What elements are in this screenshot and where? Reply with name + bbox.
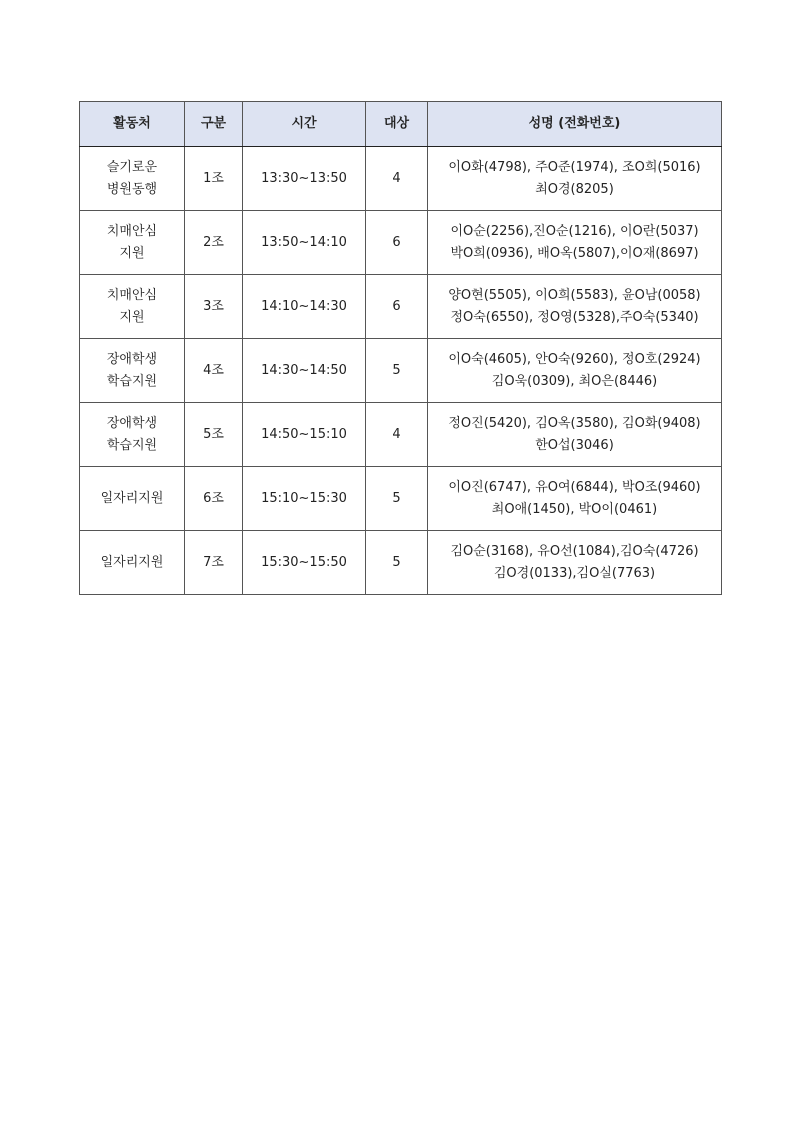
cell-count: 5 (366, 467, 428, 531)
cell-time: 14:10~14:30 (243, 275, 366, 339)
cell-count: 4 (366, 147, 428, 211)
table-row (80, 339, 722, 403)
cell-names: 양O현(5505), 이O희(5583), 윤O남(0058) 정O숙(6550), 정O영(5328),주O숙(5340) (428, 275, 722, 339)
cell-time: 13:50~14:10 (243, 211, 366, 275)
cell-group: 2조 (185, 211, 243, 275)
cell-group: 5조 (185, 403, 243, 467)
table-row (80, 531, 722, 595)
header-place: 활동처 (80, 102, 185, 147)
volunteer-schedule-table (79, 101, 722, 595)
header-names: 성명 (전화번호) (428, 102, 722, 147)
cell-names: 이O순(2256),진O순(1216), 이O란(5037) 박O희(0936), 배O옥(5807),이O재(8697) (428, 211, 722, 275)
cell-time: 15:30~15:50 (243, 531, 366, 595)
cell-time: 15:10~15:30 (243, 467, 366, 531)
cell-count: 5 (366, 339, 428, 403)
cell-group: 6조 (185, 467, 243, 531)
table-row (80, 403, 722, 467)
cell-names: 정O진(5420), 김O옥(3580), 김O화(9408) 한O섭(3046) (428, 403, 722, 467)
table-row (80, 211, 722, 275)
cell-time: 13:30~13:50 (243, 147, 366, 211)
table-row (80, 147, 722, 211)
cell-group: 4조 (185, 339, 243, 403)
table-header-row (80, 102, 722, 147)
cell-group: 3조 (185, 275, 243, 339)
header-count: 대상 (366, 102, 428, 147)
header-time: 시간 (243, 102, 366, 147)
cell-count: 6 (366, 211, 428, 275)
cell-place: 장애학생 학습지원 (80, 339, 185, 403)
cell-group: 1조 (185, 147, 243, 211)
cell-place: 치매안심 지원 (80, 211, 185, 275)
cell-names: 김O순(3168), 유O선(1084),김O숙(4726) 김O경(0133),김O실(7763) (428, 531, 722, 595)
cell-place: 슬기로운 병원동행 (80, 147, 185, 211)
header-group: 구분 (185, 102, 243, 147)
cell-count: 4 (366, 403, 428, 467)
cell-group: 7조 (185, 531, 243, 595)
cell-count: 5 (366, 531, 428, 595)
cell-time: 14:30~14:50 (243, 339, 366, 403)
cell-time: 14:50~15:10 (243, 403, 366, 467)
cell-place: 일자리지원 (80, 531, 185, 595)
cell-names: 이O화(4798), 주O준(1974), 조O희(5016) 최O경(8205) (428, 147, 722, 211)
cell-place: 치매안심 지원 (80, 275, 185, 339)
cell-place: 장애학생 학습지원 (80, 403, 185, 467)
cell-count: 6 (366, 275, 428, 339)
table-row (80, 467, 722, 531)
cell-names: 이O숙(4605), 안O숙(9260), 정O호(2924) 김O욱(0309), 최O은(8446) (428, 339, 722, 403)
cell-place: 일자리지원 (80, 467, 185, 531)
cell-names: 이O진(6747), 유O여(6844), 박O조(9460) 최O애(1450), 박O이(0461) (428, 467, 722, 531)
table-row (80, 275, 722, 339)
